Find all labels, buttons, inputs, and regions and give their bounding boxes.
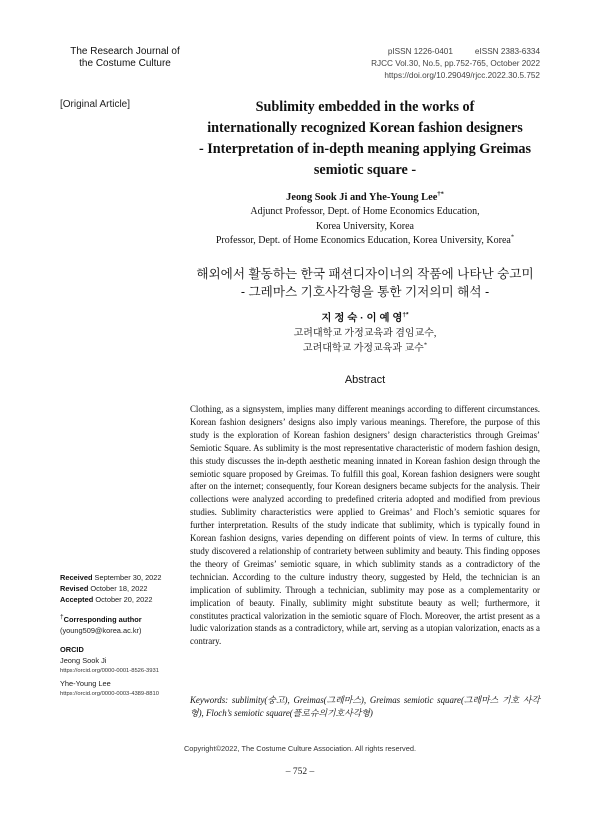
orcid-block <box>60 644 185 700</box>
title-english <box>190 97 540 181</box>
citation: RJCC Vol.30, No.5, pp.752-765, October 2022 <box>371 59 540 68</box>
title-english-line2: internationally recognized Korean fashion designers <box>207 120 523 136</box>
authors-korean-names: 지 정 숙 · 이 예 영 <box>321 313 403 324</box>
corresponding-label: Corresponding author <box>63 614 142 624</box>
authors-english-mark: †* <box>437 190 444 198</box>
authors-english <box>190 190 540 205</box>
affiliation-korean <box>190 326 540 356</box>
eissn: eISSN 2383-6334 <box>474 47 540 56</box>
affiliation-english-line3: Professor, Dept. of Home Economics Education, Korea University, Korea <box>215 235 511 246</box>
sidebar <box>60 572 185 708</box>
keywords-label: Keywords: <box>190 695 229 705</box>
revised-label: Revised <box>60 584 89 594</box>
publication-meta <box>340 46 540 82</box>
accepted-date: October 20, 2022 <box>95 595 153 605</box>
affiliation-english-line1: Adjunct Professor, Dept. of Home Economics Education, <box>250 206 480 217</box>
doi-link[interactable]: https://doi.org/10.29049/rjcc.2022.30.5.752 <box>384 71 540 80</box>
corresponding-block <box>60 614 185 636</box>
keywords-text: sublimity(숭고), Greimas(그레마스), Greimas semiotic square(그레마스 기호 사각형), Floch’s semiotic square(플로슈의기호사각형) <box>190 695 540 718</box>
affiliation-english-line2: Korea University, Korea <box>316 220 414 232</box>
corresponding-mark: † <box>60 613 64 621</box>
orcid-label: ORCID <box>60 645 84 655</box>
orcid-author1-name: Jeong Sook Ji <box>60 656 107 666</box>
received-label: Received <box>60 573 93 582</box>
affiliation-korean-mark: * <box>423 341 428 349</box>
affiliation-korean-line1: 고려대학교 가정교육과 겸임교수, <box>293 328 437 339</box>
pissn: pISSN 1226-0401 <box>387 47 453 56</box>
keywords <box>190 694 540 720</box>
dates-block <box>60 572 185 606</box>
affiliation-english-mark: * <box>510 233 515 241</box>
received-date: September 30, 2022 <box>94 573 162 582</box>
title-english-line4: semiotic square - <box>313 162 417 178</box>
affiliation-english <box>190 205 540 249</box>
title-english-line1: Sublimity embedded in the works of <box>255 99 475 115</box>
affiliation-korean-line2: 고려대학교 가정교육과 교수 <box>302 343 424 354</box>
title-korean-line2: - 그레마스 기호사각형을 통한 기저의미 해석 - <box>240 285 490 299</box>
title-korean <box>190 265 540 301</box>
accepted-label: Accepted <box>60 595 94 605</box>
title-english-line3: - Interpretation of in-depth meaning applying Greimas <box>198 141 532 157</box>
copyright-notice: Copyright©2022, The Costume Culture Association. All rights reserved. <box>183 744 417 753</box>
authors-korean-mark: †* <box>402 311 409 319</box>
abstract-heading: Abstract <box>344 374 386 386</box>
corresponding-email[interactable]: (young509@korea.ac.kr) <box>60 625 142 635</box>
title-korean-line1: 해외에서 활동하는 한국 패션디자이너의 작품에 나타난 숭고미 <box>196 267 534 281</box>
journal-name <box>60 46 190 70</box>
abstract-body: Clothing, as a signsystem, implies many different meanings according to different circumstances. Korean fashion designers’ designs also imply various meanings. Therefore, the purpose of this study is the exploration of Korean fashion designers’ design characteristics through Greimas’ Semiotic Square. As sublimity is the most representative characteristic of modern fashion design, this study discusses the in-depth aesthetic meaning innated in Korean fashion design through the semiotic square proposed by Greimas. To fulfill this goal, Korean fashion designers were sought after on the internet; consequently, four Korean designers became subjects for the analysis. Their collections were analyzed according to predefined criteria adopted and modified from previous studies. Sublimity characteristics were applied to Greimas’ and Floch’s semiotic squares for further interpretation. Results of the study indicate that sublimity, which is typically found in Korean fashion designs, varies depending on different points of view. In terms of culture, this study discovered a relationship of contrariety between sublimity and beauty. This finding opposes the theory of Greimas’ semiotic square, in which sublimity stands as a contradictory of the technician. According to the culture industry theory, suggested by Held, the technician is an implication of sublimity. Through a technician, sublimity may pose as a complementarity or implication of beauty. Finally, sublimity might substitute beauty as well; furthermore, it constitutes practical valorization in the semiotic square of Floch. Moreover, the artist present as a ludic valorization stands as a contradictory, while art, serving as a utopian valorization, enacts as a contrary. <box>190 404 540 647</box>
orcid-author1-link[interactable]: https://orcid.org/0000-0001-8526-3931 <box>60 668 159 675</box>
article-type: [Original Article] <box>60 99 131 110</box>
journal-name-line1: The Research Journal of <box>70 46 180 57</box>
orcid-author2-name: Yhe-Young Lee <box>60 678 111 688</box>
orcid-author2-link[interactable]: https://orcid.org/0000-0003-4389-8810 <box>60 690 159 697</box>
revised-date: October 18, 2022 <box>90 584 148 594</box>
authors-korean <box>190 311 540 326</box>
authors-english-names: Jeong Sook Ji and Yhe-Young Lee <box>286 192 438 203</box>
journal-name-line2: the Costume Culture <box>79 58 171 69</box>
page-number: – 752 – <box>285 767 315 777</box>
